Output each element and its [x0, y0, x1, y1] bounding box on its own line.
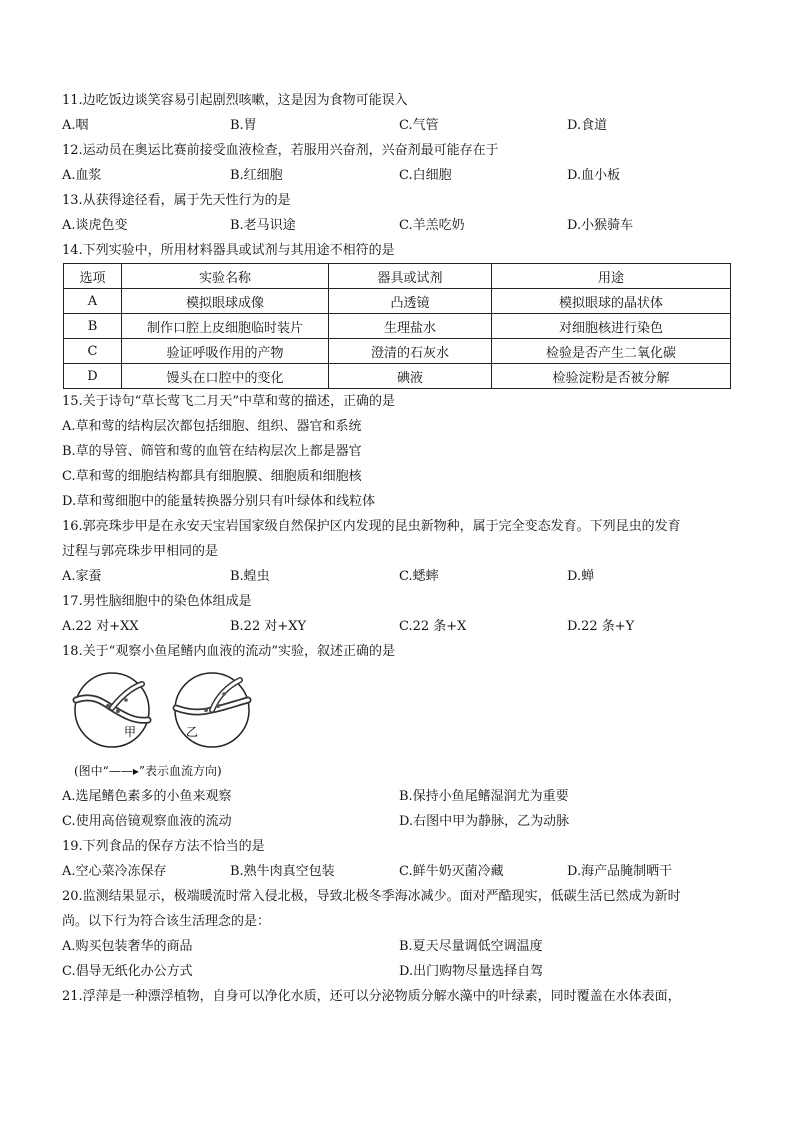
table-cell: 对细胞核进行染色 [492, 314, 731, 339]
question-stem: 13.从获得途径看，属于先天性行为的是 [62, 193, 291, 208]
option-c: C.22 条+X [399, 619, 467, 634]
option-a: A.购买包装奢华的商品 [62, 939, 193, 954]
question-16 [62, 514, 734, 589]
question-19 [62, 834, 734, 884]
label-yi: 乙 [186, 725, 199, 739]
option-c: C.蟋蟀 [399, 569, 439, 584]
blood-cell [204, 708, 208, 712]
table-cell: 制作口腔上皮细胞临时装片 [122, 314, 329, 339]
option-b: B.老马识途 [230, 218, 296, 233]
option-b: B.熟牛肉真空包装 [230, 864, 335, 879]
option-d: D.食道 [567, 118, 608, 133]
question-stem: 14.下列实验中，所用材料器具或试剂与其用途不相符的是 [62, 243, 395, 258]
options-row [62, 959, 734, 984]
option-c: C.气管 [399, 118, 439, 133]
table-cell: B [64, 314, 122, 339]
option-a: A.咽 [62, 118, 89, 133]
table-cell: 验证呼吸作用的产物 [122, 339, 329, 364]
table-row [64, 339, 731, 364]
option-c: C.鲜牛奶灭菌冷藏 [399, 864, 504, 879]
table-header: 用途 [492, 264, 731, 289]
blood-cell [222, 692, 226, 696]
blood-cell [116, 709, 120, 713]
table-cell: 生理盐水 [329, 314, 492, 339]
question-18 [62, 639, 734, 834]
question-17 [62, 589, 734, 639]
question-13 [62, 188, 734, 238]
option-b: B.夏天尽量调低空调温度 [399, 939, 543, 954]
option-d: D.小猴骑车 [567, 218, 634, 233]
blood-flow-figure [68, 664, 268, 784]
question-20 [62, 884, 734, 984]
table-header: 器具或试剂 [329, 264, 492, 289]
option-a: A.空心菜冷冻保存 [62, 864, 167, 879]
question-stem: 18.关于“观察小鱼尾鳍内血液的流动”实验，叙述正确的是 [62, 644, 395, 659]
option-a: A.22 对+XX [62, 619, 139, 634]
vessel-diagram [68, 664, 268, 760]
table-cell: 模拟眼球的晶状体 [492, 289, 731, 314]
option-a: A.血浆 [62, 168, 102, 183]
table-header: 选项 [64, 264, 122, 289]
table-cell: 检验是否产生二氧化碳 [492, 339, 731, 364]
table-cell: 碘液 [329, 364, 492, 389]
table-cell: 模拟眼球成像 [122, 289, 329, 314]
experiment-table [63, 263, 731, 389]
option-d: D.出门购物尽量选择自驾 [399, 964, 544, 979]
option-d: D.22 条+Y [567, 619, 635, 634]
question-21 [62, 984, 734, 1009]
option-a: A.家蚕 [62, 569, 102, 584]
question-stem: 16.郭亮珠步甲是在永安天宝岩国家级自然保护区内发现的昆虫新物种，属于完全变态发育。下列昆虫的发育 [62, 519, 681, 534]
option-d: D.蝉 [567, 569, 595, 584]
options-row [62, 784, 734, 809]
blood-cell [124, 698, 128, 702]
options-row [62, 809, 734, 834]
question-stem: 20.监测结果显示，极端暖流时常入侵北极，导致北极冬季海冰减少。面对严酷现实，低碳生活已然成为新时 [62, 889, 681, 904]
question-15 [62, 389, 734, 514]
options-row [62, 859, 734, 884]
option-c: C.倡导无纸化办公方式 [62, 964, 193, 979]
figure-caption: (图中“——▸”表示血流方向) [74, 764, 222, 778]
question-stem: 12.运动员在奥运比赛前接受血液检查，若服用兴奋剂，兴奋剂最可能存在于 [62, 143, 499, 158]
options-row [62, 213, 734, 238]
option-a: A.谈虎色变 [62, 218, 128, 233]
question-14 [62, 238, 734, 389]
option-b: B.22 对+XY [230, 619, 307, 634]
question-stem: 17.男性脑细胞中的染色体组成是 [62, 594, 252, 609]
question-stem: 11.边吃饭边谈笑容易引起剧烈咳嗽，这是因为食物可能误入 [62, 93, 408, 108]
question-stem: 15.关于诗句“草长莺飞二月天”中草和莺的描述，正确的是 [62, 394, 395, 409]
option-a: A.草和莺的结构层次都包括细胞、组织、器官和系统 [62, 419, 362, 434]
exam-page [62, 88, 734, 1009]
option-b: B.胃 [230, 118, 257, 133]
table-cell: D [64, 364, 122, 389]
options-row [62, 113, 734, 138]
option-b: B.红细胞 [230, 168, 283, 183]
option-c: C.羊羔吃奶 [399, 218, 465, 233]
option-c: C.使用高倍镜观察血液的流动 [62, 814, 232, 829]
option-d: D.海产品腌制晒干 [567, 864, 673, 879]
table-row [64, 289, 731, 314]
option-c: C.白细胞 [399, 168, 452, 183]
option-d: D.右图中甲为静脉，乙为动脉 [399, 814, 570, 829]
option-b: B.草的导管、筛管和莺的血管在结构层次上都是器官 [62, 444, 362, 459]
table-cell: 检验淀粉是否被分解 [492, 364, 731, 389]
question-11 [62, 88, 734, 138]
blood-cell [106, 704, 110, 708]
question-stem: 19.下列食品的保存方法不恰当的是 [62, 839, 265, 854]
blood-cell [216, 704, 220, 708]
options-row [62, 564, 734, 589]
question-stem: 21.浮萍是一种漂浮植物，自身可以净化水质，还可以分泌物质分解水藻中的叶绿素，同时覆盖在水体表面， [62, 989, 681, 1004]
question-12 [62, 138, 734, 188]
table-header: 实验名称 [122, 264, 329, 289]
table-cell: A [64, 289, 122, 314]
table-header-row [64, 264, 731, 289]
option-d: D.草和莺细胞中的能量转换器分别只有叶绿体和线粒体 [62, 494, 376, 509]
option-b: B.蝗虫 [230, 569, 270, 584]
options-row [62, 614, 734, 639]
question-stem-cont: 尚。以下行为符合该生活理念的是： [62, 914, 271, 929]
option-a: A.选尾鳍色素多的小鱼来观察 [62, 789, 232, 804]
options-row [62, 163, 734, 188]
table-cell: 澄清的石灰水 [329, 339, 492, 364]
options-row [62, 934, 734, 959]
question-stem-cont: 过程与郭亮珠步甲相同的是 [62, 544, 219, 559]
option-d: D.血小板 [567, 168, 621, 183]
table-cell: 凸透镜 [329, 289, 492, 314]
option-b: B.保持小鱼尾鳍湿润尤为重要 [399, 789, 569, 804]
table-row [64, 314, 731, 339]
table-cell: 馒头在口腔中的变化 [122, 364, 329, 389]
option-c: C.草和莺的细胞结构都具有细胞膜、细胞质和细胞核 [62, 469, 362, 484]
table-row [64, 364, 731, 389]
label-jia: 甲 [124, 725, 137, 739]
table-cell: C [64, 339, 122, 364]
